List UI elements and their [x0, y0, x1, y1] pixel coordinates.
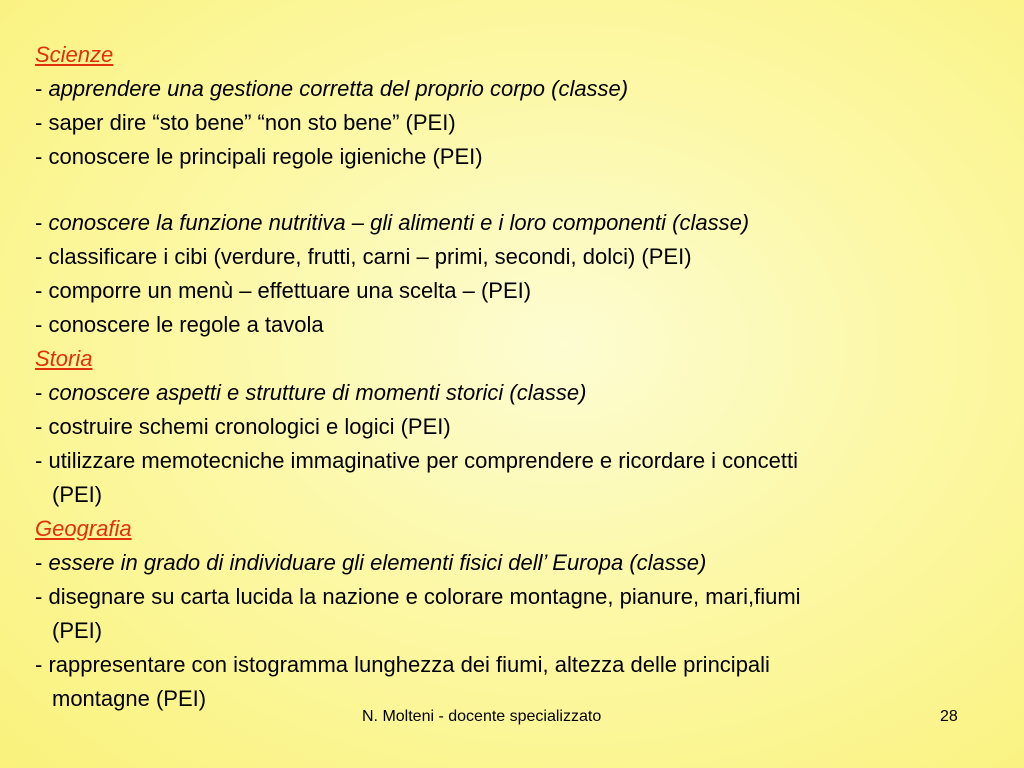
bullet: -: [35, 312, 49, 337]
list-item-continuation: (PEI): [52, 482, 103, 507]
bullet: -: [35, 652, 49, 677]
list-item-continuation: (PEI): [52, 618, 103, 643]
list-item: - rappresentare con istogramma lunghezza dei fiumi, altezza delle principali: [35, 652, 770, 677]
section-heading-geografia: Geografia: [35, 516, 132, 541]
bullet: -: [35, 380, 49, 405]
bullet: -: [35, 584, 49, 609]
footer-author: N. Molteni - docente specializzato: [362, 708, 602, 725]
page-number: 28: [940, 708, 958, 725]
list-item: - disegnare su carta lucida la nazione e colorare montagne, pianure, mari,fiumi: [35, 584, 801, 609]
bullet: -: [35, 448, 49, 473]
list-item: - conoscere le regole a tavola: [35, 312, 324, 337]
bullet: -: [35, 278, 49, 303]
bullet: -: [35, 244, 49, 269]
list-item: - apprendere una gestione corretta del proprio corpo (classe): [35, 76, 629, 101]
bullet: -: [35, 144, 49, 169]
list-item: - costruire schemi cronologici e logici (PEI): [35, 414, 451, 439]
bullet: -: [35, 414, 49, 439]
list-item-continuation: montagne (PEI): [52, 686, 207, 711]
bullet: -: [35, 210, 49, 235]
section-heading-storia: Storia: [35, 346, 93, 371]
slide-content: [35, 38, 1020, 716]
bullet: -: [35, 550, 49, 575]
list-item: - essere in grado di individuare gli elementi fisici dell’ Europa (classe): [35, 550, 707, 575]
bullet: -: [35, 110, 49, 135]
list-item: - utilizzare memotecniche immaginative per comprendere e ricordare i concetti: [35, 448, 798, 473]
list-item: - comporre un menù – effettuare una scelta – (PEI): [35, 278, 532, 303]
section-heading-scienze: Scienze: [35, 42, 114, 67]
bullet: -: [35, 76, 49, 101]
list-item: - conoscere le principali regole igieniche (PEI): [35, 144, 483, 169]
list-item: - saper dire “sto bene” “non sto bene” (PEI): [35, 110, 456, 135]
list-item: - classificare i cibi (verdure, frutti, carni – primi, secondi, dolci) (PEI): [35, 244, 692, 269]
list-item: - conoscere aspetti e strutture di momenti storici (classe): [35, 380, 587, 405]
spacer: [35, 174, 1020, 206]
list-item: - conoscere la funzione nutritiva – gli alimenti e i loro componenti (classe): [35, 210, 750, 235]
